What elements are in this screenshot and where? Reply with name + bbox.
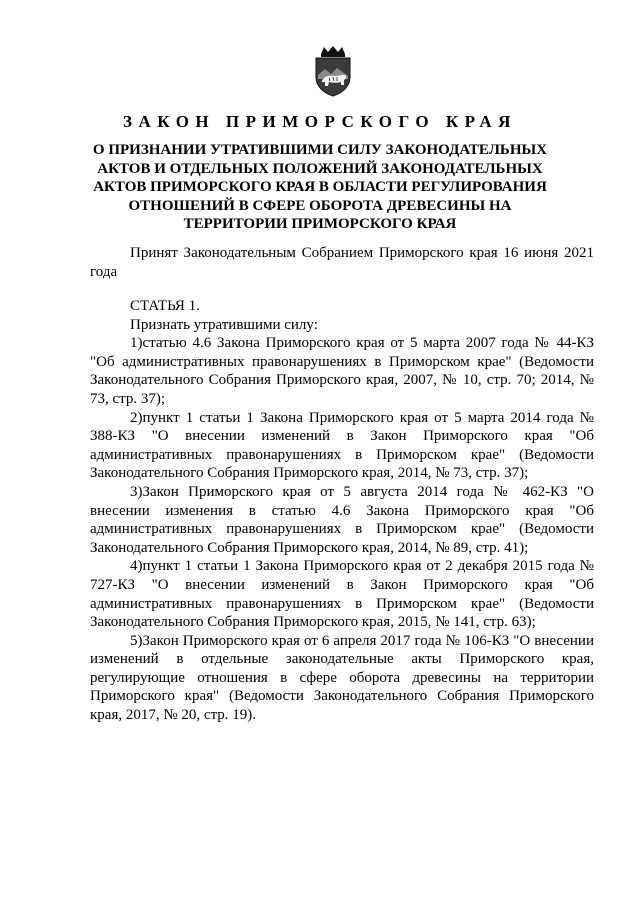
law-subject: О ПРИЗНАНИИ УТРАТИВШИМИ СИЛУ ЗАКОНОДАТЕЛЬНЫХ АКТОВ И ОТДЕЛЬНЫХ ПОЛОЖЕНИЙ ЗАКОНОДАТЕЛЬНЫХ АКТОВ ПРИМОРСКОГО КРАЯ В ОБЛАСТИ РЕГУЛИРОВАНИЯ ОТНОШЕНИЙ В СФЕРЕ ОБОРОТА ДРЕВЕСИНЫ НА ТЕРРИТОРИИ ПРИМОРСКОГО КРАЯ [92,142,548,232]
article-heading: СТАТЬЯ 1. [130,298,200,314]
article-item-3: 3)Закон Приморского края от 5 августа 2014 года № 462-КЗ "О внесении изменения в статью 4.6 Закона Приморского края "Об административных правонарушениях в Приморском крае" (Ведомости Законодательного Собрания Приморского края, 2014, № 89, стр. 41); [90,483,594,556]
article-item-1: 1)статью 4.6 Закона Приморского края от 5 марта 2007 года № 44-КЗ "Об административных правонарушениях в Приморском крае" (Ведомости Законодательного Собрания Приморского края, 2007, № 10, стр. 70; 2014, № 73, стр. 37); [90,335,594,407]
law-title: ЗАКОН ПРИМОРСКОГО КРАЯ [123,112,517,131]
article-item-5: 5)Закон Приморского края от 6 апреля 2017 года № 106-КЗ "О внесении изменений в отдельные законодательные акты Приморского края, регулирующие отношения в сфере оборота древесины на территории Приморского края" (Ведомости Законодательного Собрания Приморского края, 2017, № 20, стр. 19). [90,632,594,724]
article-intro: Признать утратившими силу: [130,316,318,333]
adoption-note-block [90,244,594,281]
article-1 [90,297,594,725]
primorsky-krai-coat-of-arms-icon [311,45,355,97]
article-item-2: 2)пункт 1 статьи 1 Закона Приморского края от 5 марта 2014 года № 388-КЗ "О внесении изменений в Закон Приморского края "Об административных правонарушениях в Приморском крае" (Ведомости Законодательного Собрания Приморского края, 2014, № 73, стр. 37); [90,409,594,482]
article-item-4: 4)пункт 1 статьи 1 Закона Приморского края от 2 декабря 2015 года № 727-КЗ "О внесении изменений в Закон Приморского края "Об административных правонарушениях в Приморском крае" (Ведомости Законодательного Собрания Приморского края, 2015, № 141, стр. 63); [90,558,594,631]
adoption-note: Принят Законодательным Собранием Приморского края 16 июня 2021 года [90,245,594,280]
